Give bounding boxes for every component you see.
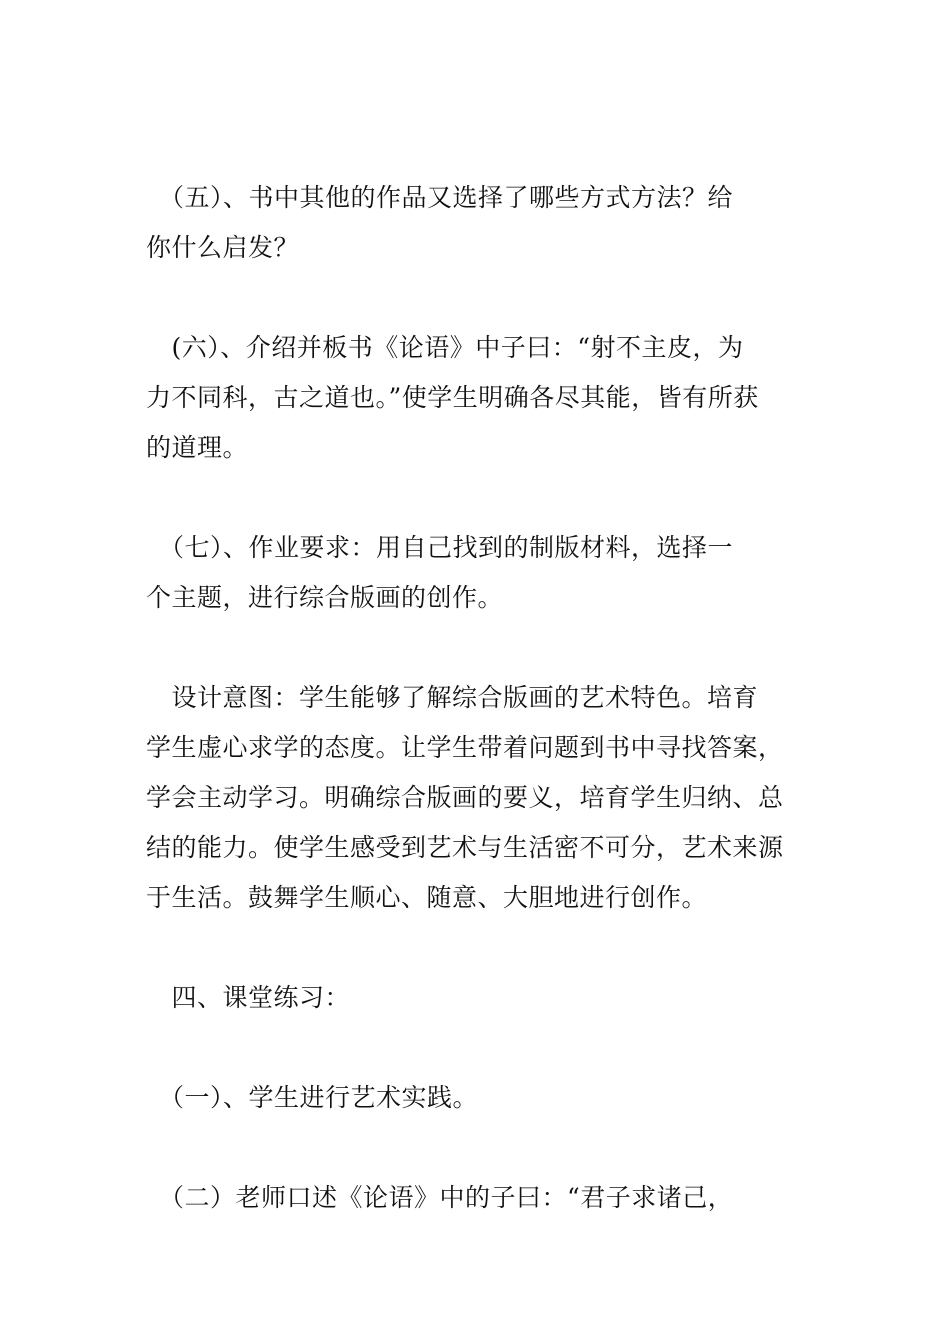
design-intent-line-1: 设计意图：学生能够了解综合版画的艺术特色。培育 bbox=[146, 683, 759, 712]
paragraph-6-line-2: 力不同科，古之道也。”使学生明确各尽其能，皆有所获 bbox=[146, 383, 759, 412]
practice-item-2: （二）老师口述《论语》中的子曰：“君子求诸己， bbox=[146, 1183, 734, 1212]
paragraph-5-line-1: （五）、书中其他的作品又选择了哪些方式方法？给 bbox=[146, 183, 734, 212]
paragraph-6-line-1: (六）、介绍并板书《论语》中子曰：“射不主皮，为 bbox=[146, 333, 744, 362]
design-intent-line-5: 于生活。鼓舞学生顺心、随意、大胆地进行创作。 bbox=[146, 883, 708, 912]
practice-item-1: （一）、学生进行艺术实践。 bbox=[146, 1083, 479, 1112]
section-4-heading: 四、课堂练习： bbox=[146, 983, 351, 1012]
paragraph-7-line-1: （七）、作业要求：用自己找到的制版材料，选择一 bbox=[146, 533, 734, 562]
design-intent-line-3: 学会主动学习。明确综合版画的要义，培育学生归纳、总 bbox=[146, 783, 784, 812]
paragraph-7-line-2: 个主题，进行综合版画的创作。 bbox=[146, 583, 504, 612]
paragraph-6-line-3: 的道理。 bbox=[146, 433, 249, 462]
design-intent-line-4: 结的能力。使学生感受到艺术与生活密不可分，艺术来源 bbox=[146, 833, 784, 862]
design-intent-line-2: 学生虚心求学的态度。让学生带着问题到书中寻找答案， bbox=[146, 733, 784, 762]
paragraph-5-line-2: 你什么启发？ bbox=[146, 233, 300, 262]
